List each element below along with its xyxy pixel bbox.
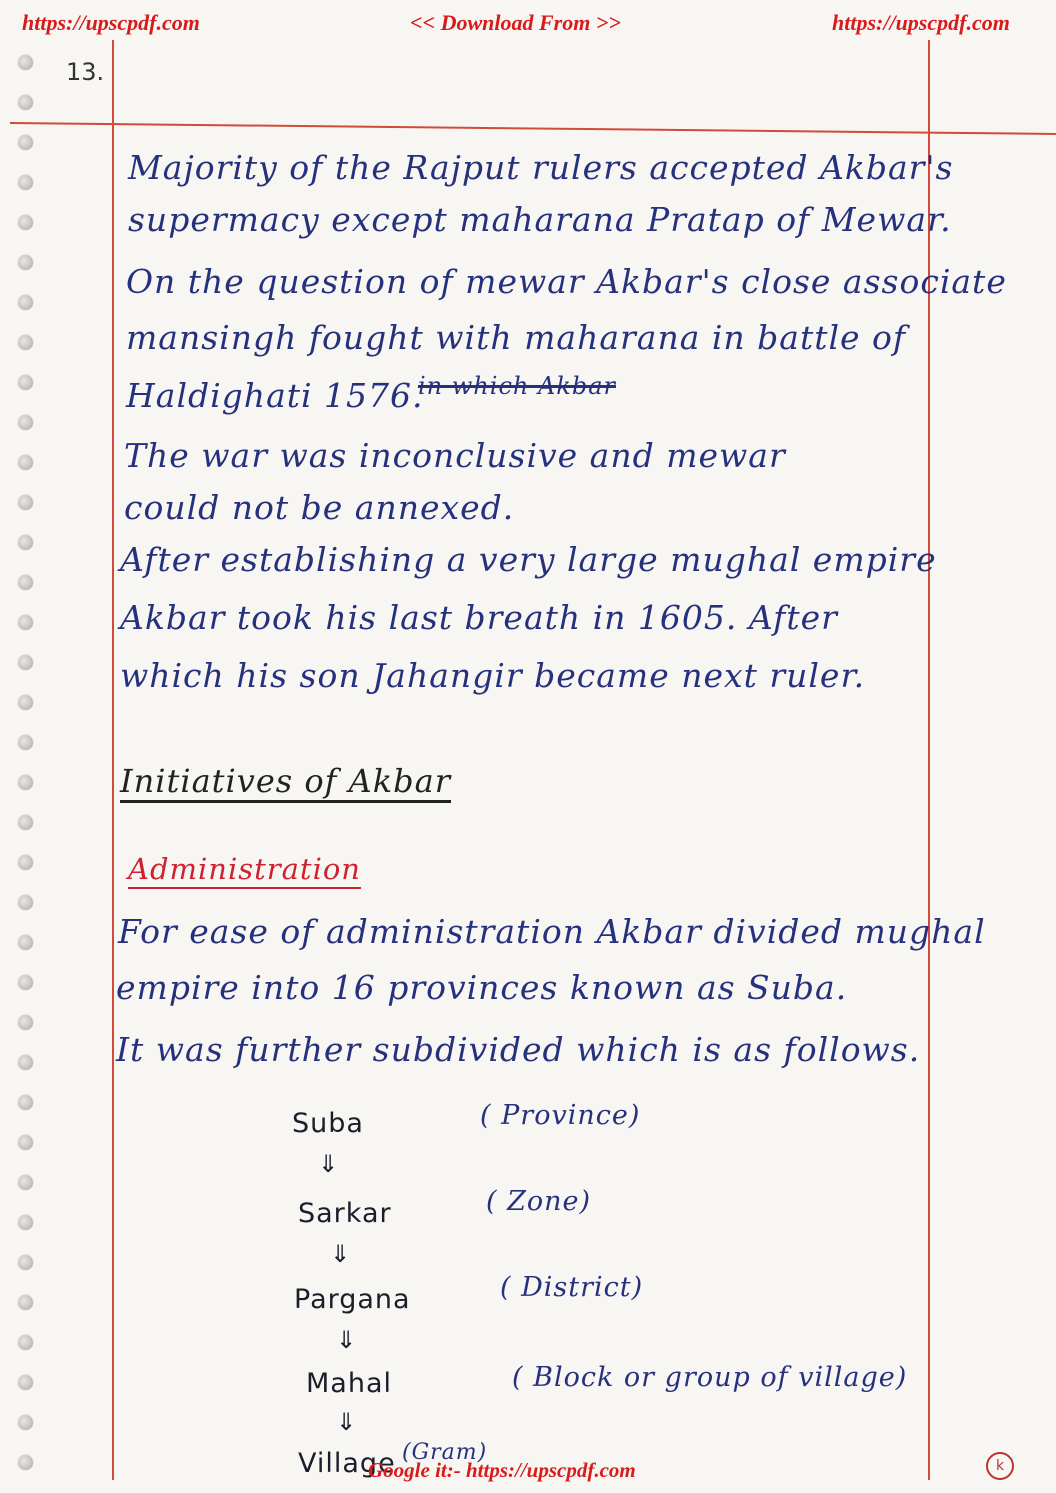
header-download-text: << Download From >>: [410, 10, 621, 35]
admin-line: It was further subdivided which is as follows.: [116, 1030, 921, 1069]
footer-link[interactable]: Google it:- https://upscpdf.com: [368, 1458, 636, 1482]
spiral-hole: [18, 175, 33, 190]
paragraph-line: The war was inconclusive and mewar: [124, 436, 786, 475]
paragraph-line: could not be annexed.: [124, 488, 515, 527]
spiral-hole: [18, 815, 33, 830]
paragraph-line: Majority of the Rajput rulers accepted Akbar's: [128, 148, 954, 187]
spiral-hole: [18, 1335, 33, 1350]
spiral-hole: [18, 1135, 33, 1150]
paragraph-line: On the question of mewar Akbar's close associate: [126, 262, 1007, 301]
spiral-hole: [18, 1095, 33, 1110]
paragraph-line: which his son Jahangir became next ruler.: [120, 656, 866, 695]
spiral-hole: [18, 775, 33, 790]
spiral-hole: [18, 55, 33, 70]
spiral-hole: [18, 615, 33, 630]
spiral-hole: [18, 295, 33, 310]
hierarchy-meaning: ( Zone): [486, 1186, 592, 1217]
subheading: Administration: [128, 852, 361, 886]
hierarchy-term: Mahal: [306, 1368, 392, 1399]
hierarchy-meaning: (Gram): [402, 1440, 488, 1465]
right-margin-line: [928, 40, 930, 1480]
down-arrow-icon: ⇓: [318, 1150, 340, 1178]
down-arrow-icon: ⇓: [336, 1408, 358, 1436]
hierarchy-term: Pargana: [294, 1284, 411, 1315]
spiral-hole: [18, 735, 33, 750]
spiral-hole: [18, 1415, 33, 1430]
spiral-hole: [18, 1015, 33, 1030]
header-link-left[interactable]: https://upscpdf.com: [22, 10, 200, 35]
spiral-hole: [18, 575, 33, 590]
page-number: 13.: [66, 58, 105, 86]
spiral-hole: [18, 375, 33, 390]
spiral-hole: [18, 895, 33, 910]
hierarchy-term: Village: [298, 1448, 396, 1479]
spiral-hole: [18, 455, 33, 470]
paragraph-line: mansingh fought with maharana in battle of: [126, 318, 907, 357]
spiral-hole: [18, 535, 33, 550]
spiral-hole: [18, 255, 33, 270]
paragraph-line: supermacy except maharana Pratap of Mewar.: [128, 200, 952, 239]
hierarchy-meaning: ( Block or group of village): [512, 1362, 908, 1393]
spiral-hole: [18, 215, 33, 230]
spiral-hole: [18, 855, 33, 870]
spiral-hole: [18, 1215, 33, 1230]
section-heading: Initiatives of Akbar: [120, 762, 451, 800]
spiral-hole: [18, 495, 33, 510]
admin-line: For ease of administration Akbar divided mughal: [118, 912, 986, 951]
spiral-hole: [18, 975, 33, 990]
header-link-right[interactable]: https://upscpdf.com: [832, 10, 1010, 35]
hierarchy-term: Suba: [292, 1108, 364, 1139]
spiral-hole: [18, 135, 33, 150]
spiral-hole: [18, 415, 33, 430]
down-arrow-icon: ⇓: [330, 1240, 352, 1268]
spiral-hole: [18, 1255, 33, 1270]
spiral-hole: [18, 935, 33, 950]
paragraph-line: Haldighati 1576.: [126, 376, 424, 415]
admin-line: empire into 16 provinces known as Suba.: [116, 968, 848, 1007]
corner-initial-mark: k: [986, 1452, 1014, 1480]
spiral-hole: [18, 1055, 33, 1070]
hierarchy-term: Sarkar: [298, 1198, 392, 1229]
left-margin-line: [112, 40, 114, 1480]
paragraph-line: After establishing a very large mughal empire: [120, 540, 937, 579]
down-arrow-icon: ⇓: [336, 1326, 358, 1354]
spiral-hole: [18, 335, 33, 350]
struck-text: in which Akbar: [418, 372, 616, 400]
spiral-hole: [18, 1455, 33, 1470]
spiral-hole: [18, 1375, 33, 1390]
top-margin-line: [10, 122, 1056, 135]
spiral-hole: [18, 1175, 33, 1190]
spiral-hole: [18, 1295, 33, 1310]
paragraph-line: Akbar took his last breath in 1605. After: [120, 598, 838, 637]
hierarchy-meaning: ( Province): [480, 1100, 641, 1131]
hierarchy-meaning: ( District): [500, 1272, 644, 1303]
spiral-hole: [18, 695, 33, 710]
spiral-hole: [18, 95, 33, 110]
spiral-hole: [18, 655, 33, 670]
